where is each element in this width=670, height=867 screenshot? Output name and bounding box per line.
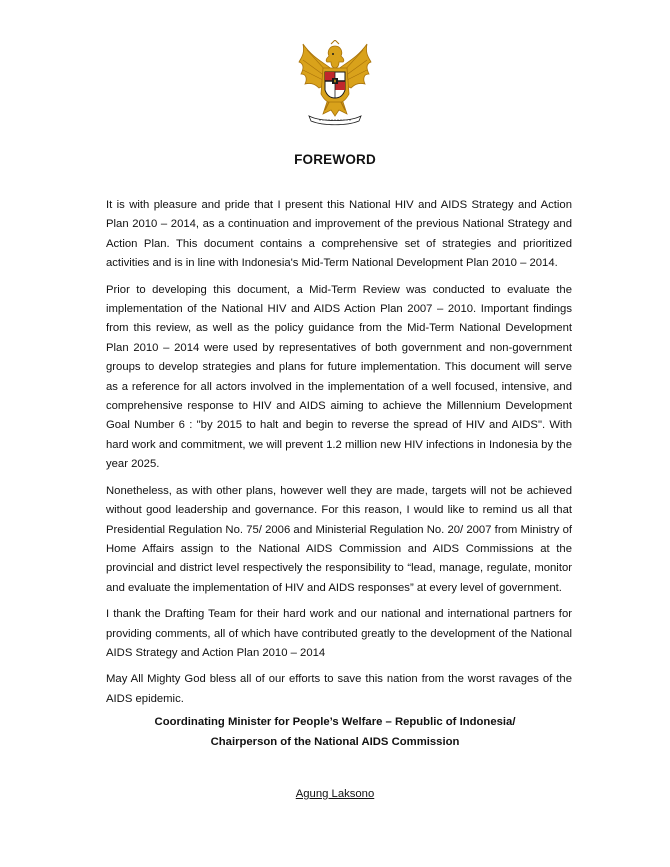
position-line-1: Coordinating Minister for People’s Welfare – Republic of Indonesia/ xyxy=(154,716,516,728)
signatory-position xyxy=(0,713,670,752)
paragraph-1: It is with pleasure and pride that I present this National HIV and AIDS Strategy and Action Plan 2010 – 2014, as a continuation and improvement of the previous National Strategy and Action Plan. This document contains a comprehensive set of strategies and prioritized activities and is in line with Indonesia's Mid-Term National Development Plan 2010 – 2014. xyxy=(106,199,572,270)
paragraph-4: I thank the Drafting Team for their hard work and our national and international partners for providing comments, all of which have contributed greatly to the development of the National AIDS Strategy and Action Plan 2010 – 2014 xyxy=(106,608,572,659)
ribbon xyxy=(309,116,361,125)
paragraph-5: May All Mighty God bless all of our efforts to save this nation from the worst ravages of the AIDS epidemic. xyxy=(106,673,572,705)
paragraph-3: Nonetheless, as with other plans, however well they are made, targets will not be achieved without good leadership and governance. For this reason, I would like to remind us all that Presidential Regulation No. 75/ 2006 and Ministerial Regulation No. 20/ 2007 from Ministry of Home Affairs assign to the National AIDS Commission and AIDS Commissions at the provincial and district level respectively the responsibility to “lead, manage, regulate, monitor and evaluate the implementation of HIV and AIDS responses” at every level of government. xyxy=(106,484,572,594)
paragraph-2: Prior to developing this document, a Mid-Term Review was conducted to evaluate the implementation of the National HIV and AIDS Action Plan 2007 – 2010. Important findings from this review, as well as the policy guidance from the Mid-Term National Development Plan 2010 – 2014 were used by representatives of both government and non-government groups to develop strategies and plans for future implementation. This document will serve as a reference for all actors involved in the implementation of a well focused, intensive, and comprehensive response to HIV and AIDS aiming to achieve the Millennium Development Goal Number 6 : "by 2015 to halt and begin to reverse the spread of HIV and AIDS". With hard work and commitment, we will prevent 1.2 million new HIV infections in Indonesia by the year 2025. xyxy=(106,283,572,471)
position-line-2: Chairperson of the National AIDS Commission xyxy=(210,735,460,748)
tail xyxy=(323,102,347,116)
foreword-body xyxy=(106,196,572,716)
shield xyxy=(325,72,345,98)
garuda-emblem-icon xyxy=(297,40,373,126)
page-title: FOREWORD xyxy=(294,152,376,167)
signatory-name: Agung Laksono xyxy=(295,788,375,800)
head xyxy=(326,46,344,68)
